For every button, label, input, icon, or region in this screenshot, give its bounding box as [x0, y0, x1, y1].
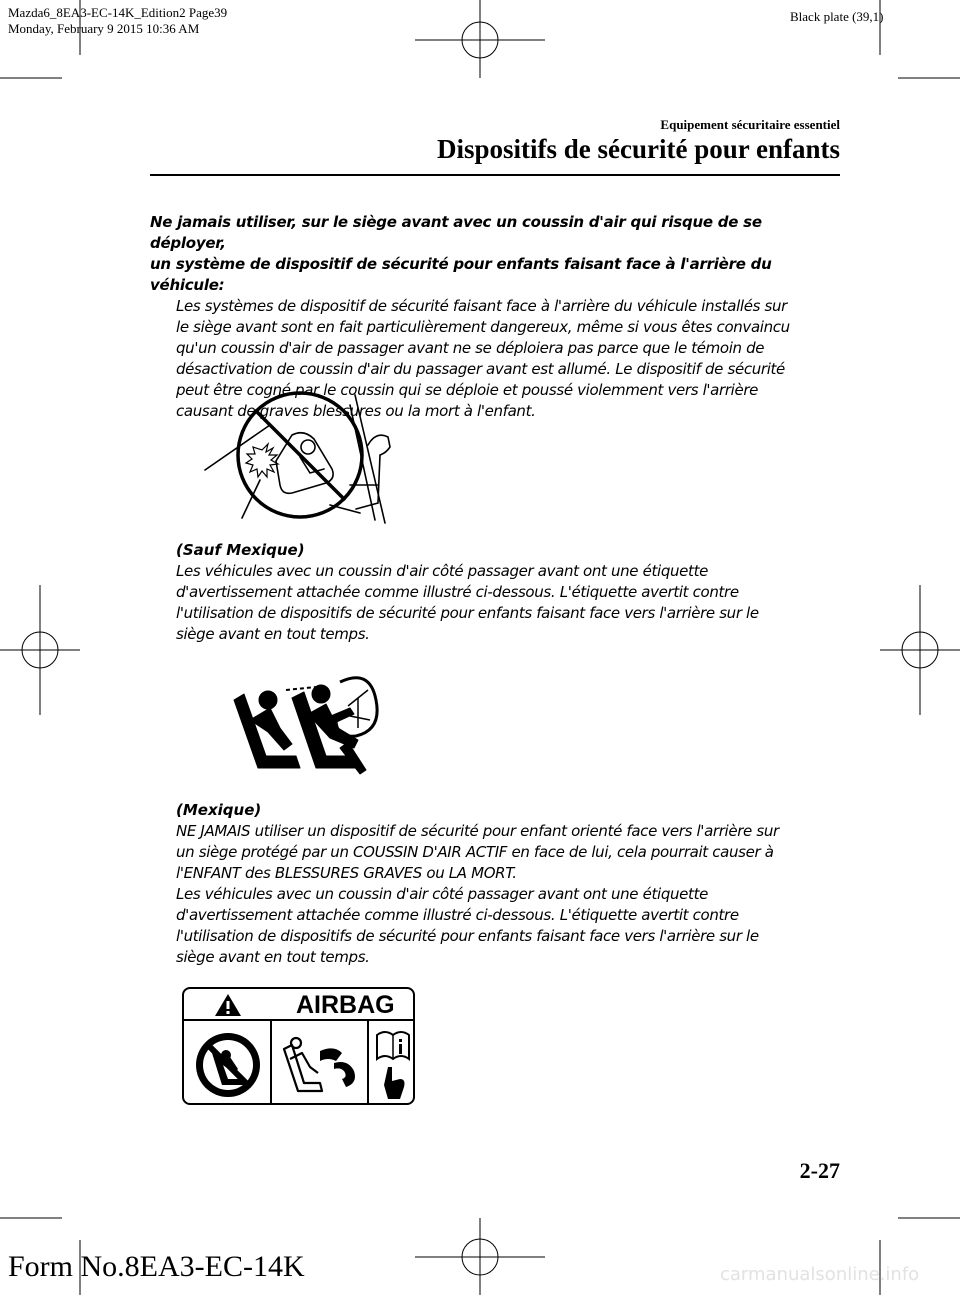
print-meta-line: Mazda6_8EA3-EC-14K_Edition2 Page39 [8, 5, 228, 20]
black-plate-label: Black plate (39,1) [790, 9, 884, 24]
child-seat-airbag-warning-icon [228, 670, 388, 780]
section-title: Dispositifs de sécurité pour enfants [436, 134, 840, 164]
mexique-line: l'utilisation de dispositifs de sécurité pour enfants faisant face vers l'arrière sur le [176, 927, 759, 945]
mexique-line: l'ENFANT des BLESSURES GRAVES ou LA MORT. [176, 864, 517, 882]
label-divider [367, 1021, 369, 1105]
mexique-line: Les véhicules avec un coussin d'air côté passager avant ont une étiquette [176, 885, 708, 903]
warning-body-line: peut être cogné par le coussin qui se déploie et poussé violemment vers l'arrière [176, 381, 759, 399]
airbag-label-text: AIRBAG [296, 991, 395, 1019]
seat-airbag-deploy-icon [276, 1029, 362, 1101]
print-meta-line: Monday, February 9 2015 10:36 AM [8, 21, 200, 36]
sauf-mexique-block [176, 540, 840, 645]
mexique-line: NE JAMAIS utiliser un dispositif de sécurité pour enfant orienté face vers l'arrière sur [176, 822, 779, 840]
sauf-mexique-line: l'utilisation de dispositifs de sécurité pour enfants faisant face vers l'arrière sur le [176, 604, 759, 622]
prohibited-child-seat-icon [192, 1029, 264, 1101]
warning-body-line: le siège avant sont en fait particulièrement dangereux, même si vous êtes convaincu [176, 318, 790, 336]
warning-body-line: causant de graves blessures ou la mort à l'enfant. [176, 402, 536, 420]
label-divider [270, 1021, 272, 1105]
header-rule [150, 174, 840, 176]
warning-body-line: désactivation de coussin d'air du passager avant est allumé. Le dispositif de sécurité [176, 360, 785, 378]
warning-triangle-icon [214, 993, 242, 1017]
print-meta [8, 5, 227, 37]
page-number: 2-27 [799, 1158, 840, 1183]
sauf-mexique-line: Les véhicules avec un coussin d'air côté passager avant ont une étiquette [176, 562, 708, 580]
watermark: carmanualsonline.info [720, 1264, 920, 1285]
section-subtitle: Equipement sécuritaire essentiel [660, 117, 840, 132]
warning-body-line: Les systèmes de dispositif de sécurité faisant face à l'arrière du véhicule installés sur [176, 297, 787, 315]
warning-heading-line: un système de dispositif de sécurité pour enfants faisant face à l'arrière du véhicule: [150, 255, 772, 294]
form-number: Form No.8EA3-EC-14K [8, 1250, 305, 1283]
manual-read-icon [374, 1027, 412, 1103]
warning-heading-line: Ne jamais utiliser, sur le siège avant avec un coussin d'air qui risque de se déployer, [150, 213, 762, 252]
warning-body-line: qu'un coussin d'air de passager avant ne se déploiera pas parce que le témoin de [176, 339, 765, 357]
mexique-line: siège avant en tout temps. [176, 948, 370, 966]
mexique-line: d'avertissement attachée comme illustré ci-dessous. L'étiquette avertit contre [176, 906, 739, 924]
airbag-label-header [184, 989, 413, 1021]
sauf-mexique-line: siège avant en tout temps. [176, 625, 370, 643]
sauf-mexique-line: d'avertissement attachée comme illustré ci-dessous. L'étiquette avertit contre [176, 583, 739, 601]
sauf-mexique-heading: (Sauf Mexique) [176, 541, 305, 559]
mexique-line: un siège protégé par un COUSSIN D'AIR ACTIF en face de lui, cela pourrait causer à [176, 843, 774, 861]
mexique-heading: (Mexique) [176, 801, 262, 819]
mexique-block [176, 800, 840, 968]
prohibited-rear-facing-seat-icon [200, 385, 410, 525]
airbag-warning-label [182, 987, 415, 1105]
